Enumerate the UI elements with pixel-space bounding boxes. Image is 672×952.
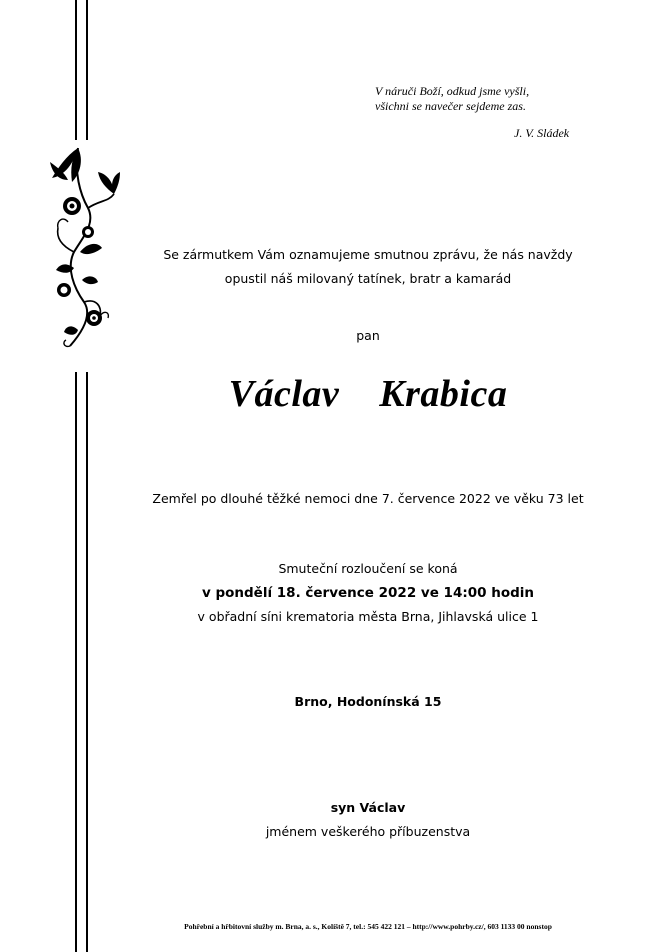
footer: Pohřební a hřbitovní služby m. Brna, a. s., Kolíště 7, tel.: 545 422 121 – http://www.pohrby.cz/, 603 1133 00 nonstop — [184, 922, 552, 931]
ceremony-date: v pondělí 18. července 2022 ve 14:00 hodin — [201, 585, 535, 601]
announcement — [100, 243, 636, 291]
ceremony-line-1: Smuteční rozloučení se koná — [278, 561, 458, 576]
quote-line-1: V náruči Boží, odkud jsme vyšli, — [375, 84, 530, 98]
ceremony-location: v obřadní síni krematoria města Brna, Jihlavská ulice 1 — [197, 609, 539, 624]
signature — [100, 796, 636, 844]
border-line-right-top — [86, 0, 88, 140]
deceased-name: Václav Krabica — [228, 373, 508, 415]
border-line-right-bottom — [86, 372, 88, 952]
quote-line-2: všichni se navečer sejdeme zas. — [375, 99, 526, 113]
quote-author: J. V. Sládek — [514, 126, 570, 140]
death-info: Zemřel po dlouhé těžké nemoci dne 7. července 2022 ve věku 73 let — [152, 491, 584, 506]
signature-line-2: jménem veškerého příbuzenstva — [265, 824, 471, 839]
title-prefix: pan — [356, 328, 380, 343]
announcement-line-1: Se zármutkem Vám oznamujeme smutnou zprávu, že nás navždy — [163, 247, 573, 262]
address: Brno, Hodonínská 15 — [294, 694, 442, 709]
ceremony-info — [100, 557, 636, 629]
signature-line-1: syn Václav — [330, 800, 406, 815]
announcement-line-2: opustil náš milovaný tatínek, bratr a kamarád — [224, 271, 512, 286]
border-line-left-bottom — [75, 372, 77, 952]
quote — [375, 84, 635, 114]
border-line-left-top — [75, 0, 77, 140]
